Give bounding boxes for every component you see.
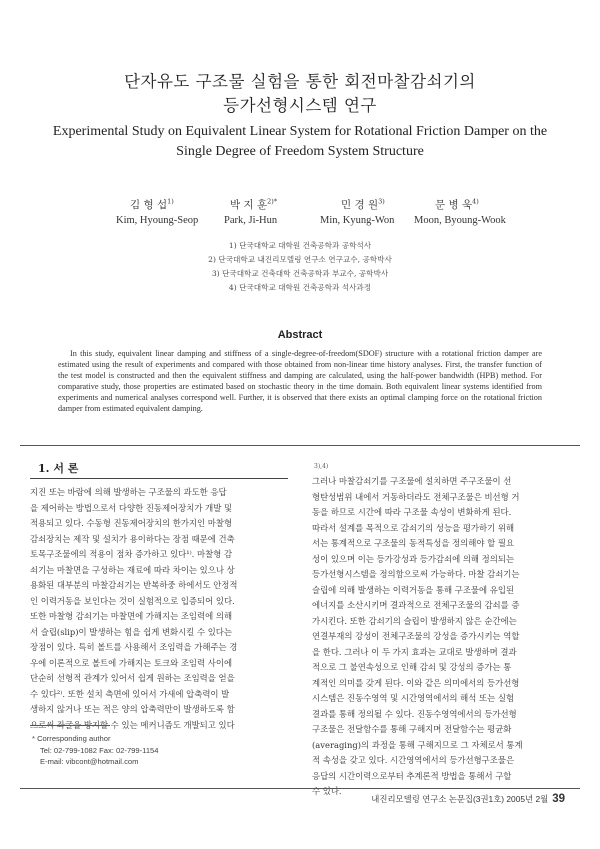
text-line: 시스템은 진동수영역 및 시간영역에서의 해석 또는 실험	[312, 693, 515, 703]
affiliation-1: 1) 단국대학교 대학원 건축공학과 공학석사	[228, 241, 372, 250]
citation-continuation: 3),4)	[314, 463, 329, 470]
text-line: 적용되고 있다. 수동형 진동제어장치의 한가지인 마찰형	[30, 518, 233, 528]
text-line: 서 슬립(slip)이 발생하는 힘을 쉽게 변화시킬 수 있다는	[30, 626, 232, 637]
text-line: 생하지 않거나 또는 적은 양의 압축력만이 발생하도록 함	[30, 704, 235, 714]
right-column-text	[312, 474, 569, 800]
corresponding-author-note	[32, 733, 158, 768]
text-line: 장점이 있다. 특히 볼트를 사용해서 조임력을 가해주는 경	[30, 642, 238, 652]
text-line: 적으로 그 불연속성으로 인해 감쇠 및 강성의 증가는 통	[312, 662, 512, 672]
text-line: 등가선형시스템을 정의함으로써 가능하다. 마찰 감쇠기는	[312, 569, 520, 579]
text-line: 응답의 시간이력으로부터 추계론적 방법을 통해서 구할	[312, 770, 512, 781]
text-line: 계적인 의미를 갖게 된다. 이와 같은 의미에서의 등가선형	[312, 677, 520, 688]
text-line: 감쇠장치는 제작 및 설치가 용이하다는 장점 때문에 건축	[30, 533, 235, 544]
text-line: 성이 있으며 이는 등가강성과 등가감쇠에 의해 정의되는	[312, 553, 515, 564]
abstract-title: Abstract	[277, 329, 323, 341]
text-line: 형탄성범위 내에서 거동하더라도 전체구조물은 비선형 거	[312, 491, 520, 502]
text-line: 쇠기는 마찰면을 구성하는 재료에 따라 차이는 있으나 상	[30, 564, 235, 575]
journal-info: 내진리모델링 연구소 논문집(3권1호) 2005년 2월	[371, 794, 549, 804]
text-line: 가시킨다. 또한 감쇠기의 슬립이 발생하지 않은 순간에는	[312, 615, 517, 626]
corresponding-email: E-mail: vibcont@hotmail.com	[40, 757, 139, 766]
text-line: 용화된 대부분의 마찰감쇠기는 반복하중 하에서도 안정적	[30, 580, 238, 590]
text-line: 우에 이론적으로 볼트에 가해지는 토크와 조임력 사이에	[30, 657, 233, 668]
title-ko-line-2: 등가선형시스템 연구	[223, 96, 377, 115]
text-line: 구조물은 전달함수를 통해 구해지며 전달함수는 평균화	[312, 724, 512, 734]
footer-divider	[20, 788, 580, 789]
title-en-line-2: Single Degree of Freedom System Structure	[176, 144, 424, 159]
text-line: 또한 마찰형 감쇠기는 마찰면에 가해지는 조임력에 의해	[30, 611, 233, 621]
affiliation-2: 2) 단국대학교 내진리모델링 연구소 연구교수, 공학박사	[208, 255, 392, 264]
abstract-body: In this study, equivalent linear damping and stiffness of a single-degree-of-freedom(SDOF) structure with a rotational friction damper are estimated using the result of experiments and compared with those obtained from non-linear time history analyses. First, the transfer function of the test model is constructed and then the equivalent stiffness and damping are calculated, using the half-power bandwidth (HPB) method. For comparative study, those properties are estimated based on stochastic theory in the time domain. Both equivalent linear systems identified from experiments and numerical analyses correspond well. Further, it is observed that there exists an optimal clamping force on the rotational friction damper from estimated equivalent damping.	[58, 349, 542, 413]
title-ko-line-1: 단자유도 구조물 실험을 통한 회전마찰감쇠기의	[124, 72, 476, 91]
text-line: 그러나 마찰감쇠기를 구조물에 설치하면 주구조물이 선	[312, 476, 512, 486]
text-line: 슬립에 의해 발생하는 이력거동을 통해 구조물에 유입된	[312, 584, 515, 595]
author-4-english: Moon, Byoung-Wook	[414, 215, 506, 226]
corresponding-tel-fax: Tel: 02-799-1082 Fax: 02-799-1154	[40, 745, 159, 755]
author-1-english: Kim, Hyoung-Seop	[116, 215, 199, 226]
section-heading-underline	[30, 478, 288, 479]
left-column-text	[30, 485, 287, 733]
author-3-english: Min, Kyung-Won	[320, 215, 395, 226]
author-3-korean: 민 경 원$^{3)}$	[341, 197, 385, 211]
text-line: 으로써 좌굴을 방지할 수 있는 메커니즘도 개발되고 있다	[30, 719, 235, 730]
corresponding-label: * Corresponding author	[32, 734, 111, 743]
text-line: 토목구조물에의 적용이 점차 증가하고 있다¹⁾. 마찰형 감	[30, 549, 233, 559]
text-line: 동을 하므로 시간에 따라 구조물 속성이 변화하게 된다.	[312, 507, 512, 517]
section-heading-introduction: 1. 서 론	[38, 462, 79, 475]
text-line: 지진 또는 바람에 의해 발생하는 구조물의 과도한 응답	[30, 487, 227, 497]
text-line: 을 제어하는 방법으로서 다양한 진동제어장치가 개발 및	[30, 502, 233, 513]
text-line: (averaging)의 과정을 통해 구해지므로 그 자체로서 통계	[312, 739, 523, 750]
author-2-korean: 박 지 훈$^{2)*}$	[230, 197, 278, 211]
text-line: 연결부재의 강성이 전체구조물의 강성을 증가시키는 역할	[312, 631, 520, 641]
text-line: 인 이력거동을 보인다는 것이 실험적으로 입증되어 있다.	[30, 595, 235, 606]
text-line: 적 속성을 갖고 있다. 시간영역에서의 등가선형구조물은	[312, 755, 515, 765]
paper-title-english	[0, 122, 600, 162]
affiliation-3: 3) 단국대학교 건축대학 건축공학과 부교수, 공학박사	[211, 269, 389, 278]
text-line: 수 있다.	[312, 786, 342, 796]
text-line: 수 있다²⁾. 또한 설치 측면에 있어서 가새에 압축력이 발	[30, 688, 230, 699]
text-line: 단순히 선형적 관계가 있어서 쉽게 원하는 조임력을 얻을	[30, 673, 235, 683]
author-4-korean: 문 병 욱$^{4)}$	[435, 197, 479, 211]
affiliation-4: 4) 단국대학교 대학원 건축공학과 석사과정	[228, 283, 372, 292]
title-en-line-1: Experimental Study on Equivalent Linear System for Rotational Friction Damper on the	[52, 124, 548, 139]
text-line: 결과를 통해 정의될 수 있다. 진동수영역에서의 등가선형	[312, 708, 517, 719]
paper-title-korean	[0, 70, 600, 118]
abstract-divider	[20, 445, 580, 446]
page-footer	[0, 793, 565, 805]
text-line: 을 한다. 그러나 이 두 가지 효과는 교대로 발생하며 결과	[312, 646, 517, 657]
footnote-divider	[30, 725, 110, 726]
text-line: 따라서 설계를 목적으로 감쇠기의 성능을 평가하기 위해	[312, 522, 515, 533]
author-2-english: Park, Ji-Hun	[224, 215, 278, 226]
author-1-korean: 김 형 섭$^{1)}$	[130, 197, 174, 211]
text-line: 에너지를 소산시키며 결과적으로 전체구조물의 감쇠를 증	[312, 600, 520, 610]
text-line: 서는 통계적으로 구조물의 동적특성을 정의해야 할 필요	[312, 538, 515, 548]
page-number: 39	[552, 793, 565, 805]
